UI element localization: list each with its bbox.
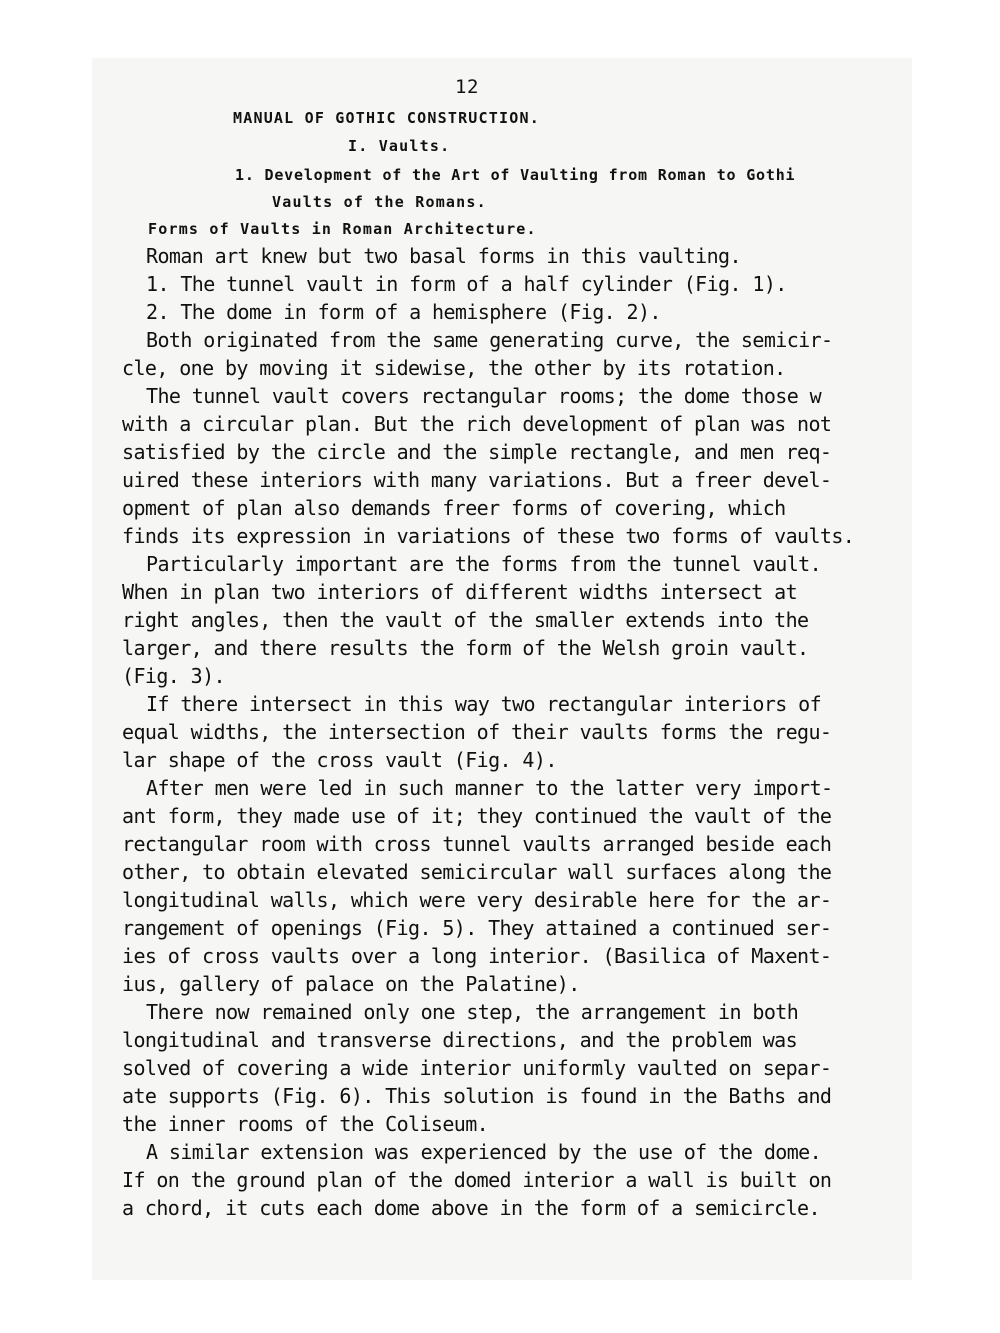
body-line: 2. The dome in form of a hemisphere (Fig. 2). xyxy=(146,300,661,324)
body-line: Both originated from the same generating curve, the semicir- xyxy=(146,328,833,352)
body-line: ius, gallery of palace on the Palatine). xyxy=(122,972,580,996)
page-number: 12 xyxy=(455,76,479,98)
body-line: If there intersect in this way two rectangular interiors of xyxy=(146,692,822,716)
part-title: I. Vaults. xyxy=(348,137,451,155)
body-line: other, to obtain elevated semicircular wall surfaces along the xyxy=(122,860,832,884)
subsection-title: Forms of Vaults in Roman Architecture. xyxy=(148,220,537,238)
body-line: ies of cross vaults over a long interior. (Basilica of Maxent- xyxy=(122,944,832,968)
body-line: finds its expression in variations of these two forms of vaults. xyxy=(122,524,855,548)
body-line: ant form, they made use of it; they continued the vault of the xyxy=(122,804,832,828)
body-line: A similar extension was experienced by the use of the dome. xyxy=(146,1140,822,1164)
body-line: a chord, it cuts each dome above in the form of a semicircle. xyxy=(122,1196,820,1220)
body-line: lar shape of the cross vault (Fig. 4). xyxy=(122,748,557,772)
body-line: When in plan two interiors of different widths intersect at xyxy=(122,580,798,604)
body-line: the inner rooms of the Coliseum. xyxy=(122,1112,489,1136)
body-line: rectangular room with cross tunnel vaults arranged beside each xyxy=(122,832,832,856)
body-line: equal widths, the intersection of their vaults forms the regu- xyxy=(122,720,832,744)
body-line: longitudinal walls, which were very desirable here for the ar- xyxy=(122,888,832,912)
book-title: MANUAL OF GOTHIC CONSTRUCTION. xyxy=(233,109,540,127)
body-line: If on the ground plan of the domed interior a wall is built on xyxy=(122,1168,832,1192)
body-line: rangement of openings (Fig. 5). They attained a continued ser- xyxy=(122,916,832,940)
body-line: Particularly important are the forms from the tunnel vault. xyxy=(146,552,822,576)
body-line: The tunnel vault covers rectangular rooms; the dome those w xyxy=(146,384,822,408)
body-line: uired these interiors with many variations. But a freer devel- xyxy=(122,468,832,492)
body-line: opment of plan also demands freer forms of covering, which xyxy=(122,496,786,520)
body-line: 1. The tunnel vault in form of a half cylinder (Fig. 1). xyxy=(146,272,787,296)
body-line: Roman art knew but two basal forms in this vaulting. xyxy=(146,244,741,268)
body-line: ate supports (Fig. 6). This solution is found in the Baths and xyxy=(122,1084,832,1108)
body-line: After men were led in such manner to the latter very import- xyxy=(146,776,833,800)
body-line: solved of covering a wide interior uniformly vaulted on separ- xyxy=(122,1056,832,1080)
body-line: cle, one by moving it sidewise, the other by its rotation. xyxy=(122,356,786,380)
section-title: Vaults of the Romans. xyxy=(272,193,487,211)
body-line: right angles, then the vault of the smaller extends into the xyxy=(122,608,809,632)
body-line: satisfied by the circle and the simple rectangle, and men req- xyxy=(122,440,832,464)
chapter-title: 1. Development of the Art of Vaulting from Roman to Gothi xyxy=(235,166,796,184)
body-line: larger, and there results the form of the Welsh groin vault. xyxy=(122,636,809,660)
body-line: longitudinal and transverse directions, and the problem was xyxy=(122,1028,798,1052)
body-line: (Fig. 3). xyxy=(122,664,225,688)
body-line: with a circular plan. But the rich development of plan was not xyxy=(122,412,832,436)
body-line: There now remained only one step, the arrangement in both xyxy=(146,1000,799,1024)
